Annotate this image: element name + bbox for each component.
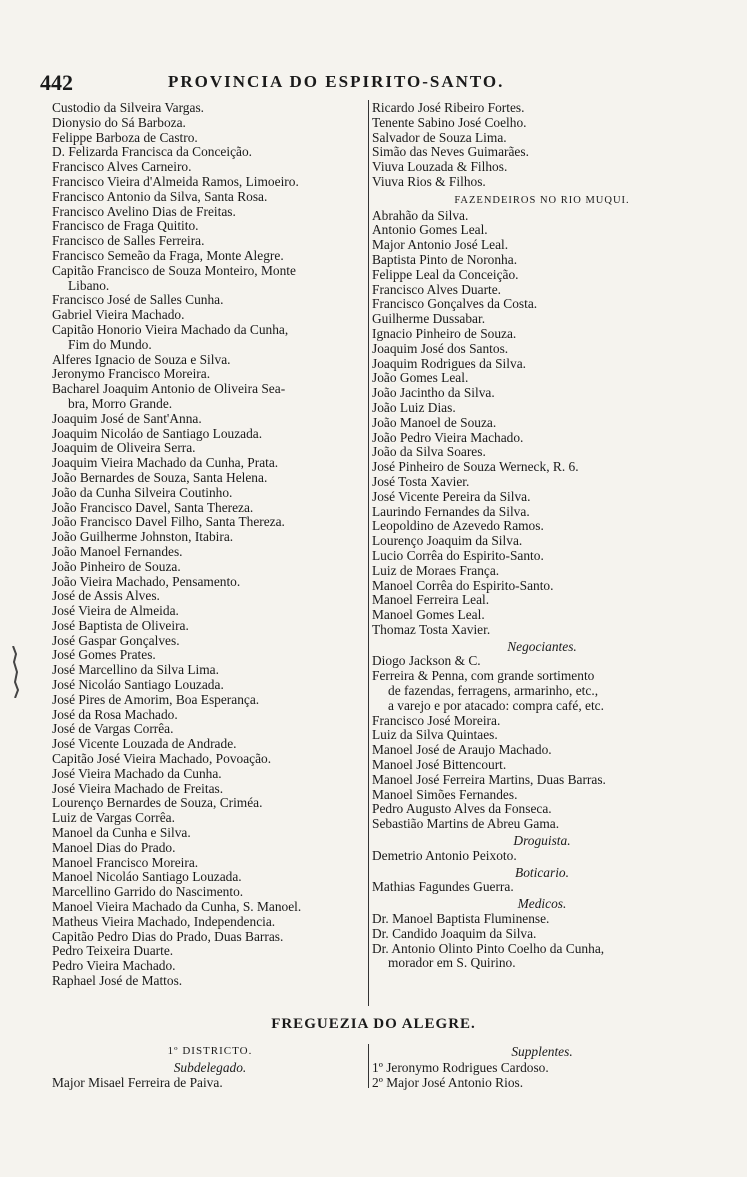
list-item: Abrahão da Silva. [372, 208, 469, 223]
subdelegado-heading: Subdelegado. [173, 1059, 247, 1075]
list-item: Custodio da Silveira Vargas. [52, 101, 204, 115]
page-number: 442 [40, 70, 73, 95]
list-item: Manoel José de Araujo Machado. [372, 743, 552, 758]
list-item: Dionysio do Sá Barboza. [52, 115, 186, 130]
list-item: José Pinheiro de Souza Werneck, R. 6. [372, 460, 579, 475]
list-item: João Manoel de Souza. [372, 415, 497, 430]
list-item: José de Vargas Corrêa. [52, 722, 174, 737]
supplentes-block [372, 1044, 712, 1091]
droguista-heading: Droguista. [513, 833, 571, 849]
boticario-heading: Boticario. [515, 864, 569, 880]
list-item: Manoel da Cunha e Silva. [52, 826, 191, 841]
district-block [52, 1044, 368, 1091]
fazendeiros-heading: FAZENDEIROS NO RIO MUQUI. [454, 194, 630, 206]
list-item: Manoel Vieira Machado da Cunha, S. Manoel. [52, 900, 302, 915]
supplentes-heading: Supplentes. [511, 1044, 573, 1059]
list-item: Luiz de Moraes França. [372, 563, 500, 578]
list-item: Francisco de Salles Ferreira. [52, 234, 205, 249]
list-item: João da Cunha Silveira Coutinho. [52, 485, 233, 500]
list-item: Tenente Sabino José Coelho. [372, 115, 527, 130]
list-item: José Tosta Xavier. [372, 474, 470, 489]
district-heading: 1º DISTRICTO. [167, 1045, 253, 1057]
margin-ink-mark [10, 646, 20, 698]
list-item: José da Rosa Machado. [52, 707, 178, 722]
list-item: Francisco Antonio da Silva, Santa Rosa. [52, 189, 268, 204]
list-item: João Vieira Machado, Pensamento. [52, 574, 241, 589]
list-item: Manoel Corrêa do Espirito-Santo. [372, 578, 554, 593]
list-item: João Francisco Davel, Santa Thereza. [52, 500, 254, 515]
list-item: João da Silva Soares. [372, 445, 486, 460]
list-item: Gabriel Vieira Machado. [52, 308, 185, 323]
list-item: Dr. Candido Joaquim da Silva. [372, 926, 537, 941]
list-item: Diogo Jackson & C. [372, 654, 481, 669]
bottom-column-divider [368, 1044, 369, 1088]
list-item: José Nicoláo Santiago Louzada. [52, 678, 224, 693]
list-item: José Marcellino da Silva Lima. [52, 663, 219, 678]
list-item: Joaquim Vieira Machado da Cunha, Prata. [52, 456, 279, 471]
freguezia-title: FREGUEZIA DO ALEGRE. [271, 1016, 476, 1032]
list-item: D. Felizarda Francisca da Conceição. [52, 145, 253, 160]
list-item: Marcellino Garrido do Nascimento. [52, 885, 244, 900]
list-item: Luiz da Silva Quintaes. [372, 728, 498, 743]
list-item: Pedro Vieira Machado. [52, 959, 176, 974]
list-item: José Baptista de Oliveira. [52, 618, 189, 633]
list-item: Francisco Alves Carneiro. [52, 160, 192, 175]
list-item: José Pires de Amorim, Boa Esperança. [52, 692, 260, 707]
list-item: Viuva Louzada & Filhos. [372, 160, 508, 175]
list-item: Joaquim José dos Santos. [372, 341, 509, 356]
list-item: Francisco José Moreira. [372, 713, 501, 728]
list-item: Dr. Antonio Olinto Pinto Coelho da Cunha, [372, 941, 605, 956]
list-item: Luiz de Vargas Corrêa. [52, 811, 175, 826]
list-item: Lourenço Joaquim da Silva. [372, 534, 523, 549]
list-item: João Gomes Leal. [372, 371, 469, 386]
list-item: Manoel José Ferreira Martins, Duas Barras. [372, 772, 606, 787]
list-item: Felippe Leal da Conceição. [372, 267, 519, 282]
list-item: Laurindo Fernandes da Silva. [372, 504, 530, 519]
page-title: PROVINCIA DO ESPIRITO-SANTO. [168, 72, 505, 91]
list-item: Capitão Pedro Dias do Prado, Duas Barras. [52, 929, 284, 944]
list-item: Pedro Teixeira Duarte. [52, 944, 174, 959]
list-item: Ferreira & Penna, com grande sortimento [372, 669, 595, 684]
list-item: Francisco Semeão da Fraga, Monte Alegre. [52, 248, 284, 263]
list-item: João Pinheiro de Souza. [52, 559, 181, 574]
list-item: Matheus Vieira Machado, Independencia. [52, 914, 276, 929]
list-item: Francisco Vieira d'Almeida Ramos, Limoeiro. [52, 174, 299, 189]
list-item: José Vicente Pereira da Silva. [372, 489, 531, 504]
negociantes-heading: Negociantes. [507, 638, 577, 654]
medicos-heading: Medicos. [517, 896, 567, 912]
list-item: Manoel Ferreira Leal. [372, 593, 490, 608]
list-item: João Luiz Dias. [372, 400, 456, 415]
list-item: Joaquim Nicoláo de Santiago Louzada. [52, 426, 263, 441]
list-item: morador em S. Quirino. [388, 956, 516, 971]
list-item: bra, Morro Grande. [68, 396, 173, 411]
list-item: José Vieira Machado da Cunha. [52, 766, 222, 781]
list-item: José Gomes Prates. [52, 648, 156, 663]
list-item: Lourenço Bernardes de Souza, Criméa. [52, 796, 263, 811]
supplente-entry: 1º Jeronymo Rodrigues Cardoso. [372, 1059, 549, 1075]
list-item: Viuva Rios & Filhos. [372, 174, 486, 189]
list-item: Ricardo José Ribeiro Fortes. [372, 101, 525, 115]
list-item: Antonio Gomes Leal. [372, 223, 488, 238]
list-item: Francisco José de Salles Cunha. [52, 293, 224, 308]
list-item: Manoel Francisco Moreira. [52, 855, 199, 870]
list-item: João Pedro Vieira Machado. [372, 430, 524, 445]
list-item: de fazendas, ferragens, armarinho, etc., [388, 684, 599, 699]
list-item: Manoel Dias do Prado. [52, 840, 176, 855]
list-item: a varejo e por atacado: compra café, etc. [388, 698, 604, 713]
list-item: Manoel Nicoláo Santiago Louzada. [52, 870, 242, 885]
list-item: José Vicente Louzada de Andrade. [52, 737, 237, 752]
list-item: João Bernardes de Souza, Santa Helena. [52, 470, 268, 485]
list-item: Jeronymo Francisco Moreira. [52, 367, 211, 382]
list-item: Baptista Pinto de Noronha. [372, 252, 518, 267]
subdelegado-entry: Major Misael Ferreira de Paiva. [52, 1075, 223, 1090]
list-item: José Gaspar Gonçalves. [52, 633, 180, 648]
list-item: Joaquim José de Sant'Anna. [52, 411, 202, 426]
list-item: Capitão Honorio Vieira Machado da Cunha, [52, 322, 289, 337]
list-item: Guilherme Dussabar. [372, 312, 486, 327]
list-item: Francisco Alves Duarte. [372, 282, 502, 297]
list-item: Thomaz Tosta Xavier. [372, 622, 491, 637]
list-item: Capitão Francisco de Souza Monteiro, Monte [52, 263, 296, 278]
list-item: Raphael José de Mattos. [52, 974, 183, 989]
list-item: João Jacintho da Silva. [372, 386, 495, 401]
list-item: Pedro Augusto Alves da Fonseca. [372, 802, 552, 817]
list-item: Leopoldino de Azevedo Ramos. [372, 519, 544, 534]
list-item: Alferes Ignacio de Souza e Silva. [52, 352, 231, 367]
column-divider [368, 100, 369, 1006]
droguista-entry: Demetrio Antonio Peixoto. [372, 848, 517, 863]
list-item: Francisco Avelino Dias de Freitas. [52, 204, 236, 219]
list-item: Libano. [68, 278, 110, 293]
list-item: Felippe Barboza de Castro. [52, 130, 198, 145]
list-item: José de Assis Alves. [52, 589, 160, 604]
list-item: José Vieira de Almeida. [52, 604, 179, 619]
list-item: João Guilherme Johnston, Itabira. [52, 530, 234, 545]
list-item: João Manoel Fernandes. [52, 544, 183, 559]
list-item: Major Antonio José Leal. [372, 238, 509, 253]
list-item: Francisco Gonçalves da Costa. [372, 297, 538, 312]
list-item: Manoel José Bittencourt. [372, 758, 507, 773]
list-item: João Francisco Davel Filho, Santa Thereza. [52, 515, 285, 530]
list-item: Sebastião Martins de Abreu Gama. [372, 817, 560, 832]
list-item: Salvador de Souza Lima. [372, 130, 507, 145]
list-item: Joaquim Rodrigues da Silva. [372, 356, 526, 371]
list-item: Dr. Manoel Baptista Fluminense. [372, 912, 550, 927]
list-item: Capitão José Vieira Machado, Povoação. [52, 752, 272, 767]
list-item: Lucio Corrêa do Espirito-Santo. [372, 548, 544, 563]
page-header [40, 70, 580, 94]
list-item: Ignacio Pinheiro de Souza. [372, 326, 517, 341]
list-item: José Vieira Machado de Freitas. [52, 781, 224, 796]
list-item: Joaquim de Oliveira Serra. [52, 441, 196, 456]
boticario-entry: Mathias Fagundes Guerra. [372, 880, 514, 895]
right-column [372, 101, 712, 971]
list-item: Simão das Neves Guimarães. [372, 145, 529, 160]
list-item: Francisco de Fraga Quitito. [52, 219, 199, 234]
supplente-entry: 2º Major José Antonio Rios. [372, 1075, 524, 1090]
list-item: Fim do Mundo. [68, 337, 152, 352]
list-item: Bacharel Joaquim Antonio de Oliveira Sea- [52, 382, 286, 397]
left-column [52, 101, 368, 989]
list-item: Manoel Gomes Leal. [372, 608, 485, 623]
list-item: Manoel Simões Fernandes. [372, 787, 518, 802]
